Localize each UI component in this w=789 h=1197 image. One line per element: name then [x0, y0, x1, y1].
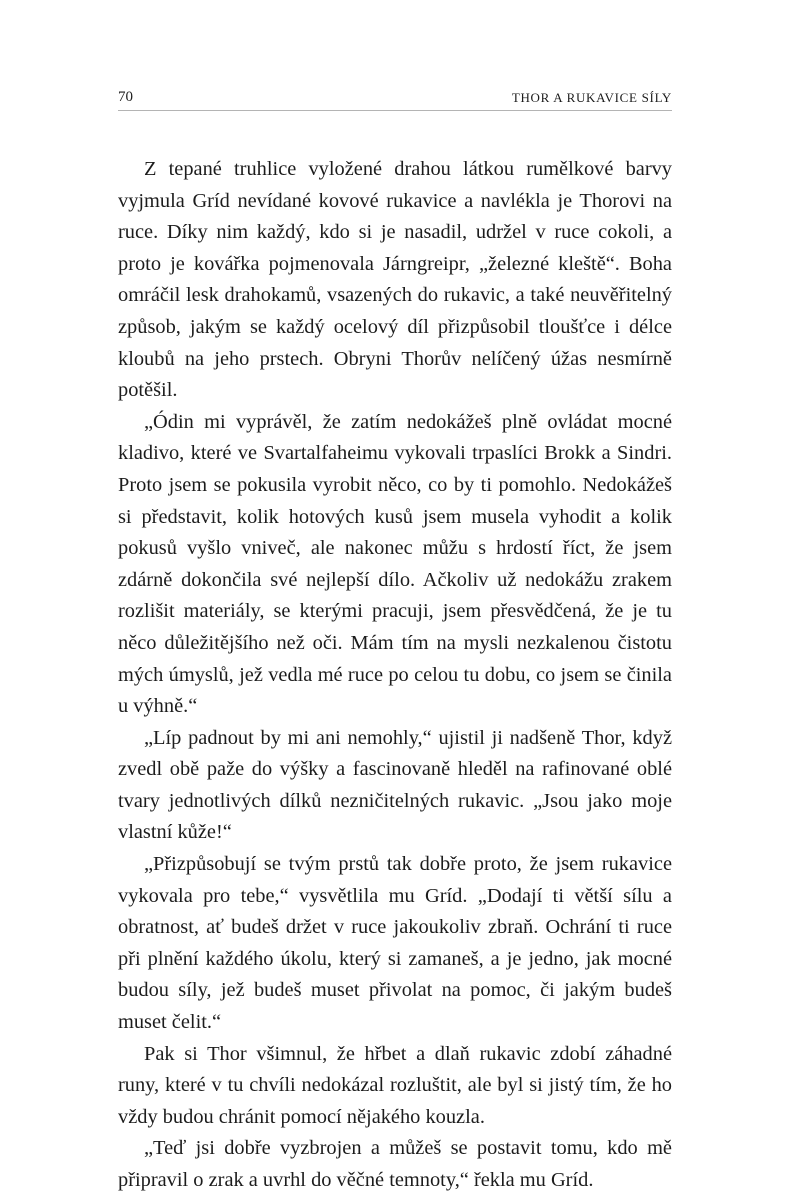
- paragraph: „Teď jsi dobře vyzbrojen a můžeš se postavit tomu, kdo mě připravil o zrak a uvrhl do věčné temnoty,“ řekla mu Gríd.: [118, 1137, 672, 1191]
- running-title: THOR A RUKAVICE SÍLY: [511, 90, 672, 105]
- page-header: [118, 88, 672, 111]
- page-number: 70: [118, 89, 133, 105]
- body-text: [118, 154, 672, 1197]
- paragraph: „Přizpůsobují se tvým prstů tak dobře proto, že jsem rukavice vykovala pro tebe,“ vysvětlila mu Gríd. „Dodají ti větší sílu a obratnost, ať budeš držet v ruce jakoukoliv zbraň. Ochrání ti ruce při plnění každého úkolu, který si zamaneš, a je jedno, jak mocné budou síly, jež budeš muset přivolat na pomoc, či jakým budeš muset čelit.“: [118, 853, 672, 1034]
- paragraph: „Líp padnout by mi ani nemohly,“ ujistil ji nadšeně Thor, když zvedl obě paže do výšky a fascinovaně hleděl na rafinované oblé tvary jednotlivých dílků nezničitelných rukavic. „Jsou jako moje vlastní kůže!“: [118, 726, 672, 844]
- paragraph: Pak si Thor všimnul, že hřbet a dlaň rukavic zdobí záhadné runy, které v tu chvíli nedokázal rozluštit, ale byl si jistý tím, že ho vždy budou chránit pomocí nějakého kouzla.: [118, 1042, 672, 1128]
- paragraph: Z tepané truhlice vyložené drahou látkou rumělkové barvy vyjmula Gríd nevídané kovové rukavice a navlékla je Thorovi na ruce. Díky nim každý, kdo si je nasadil, udržel v ruce cokoli, a proto je kovářka pojmenovala Járngreipr, „železné kleště“. Boha omráčil lesk drahokamů, vsazených do rukavic, a také neuvěřitelný způsob, jakým se každý ocelový díl přizpůsobil tloušťce i délce kloubů na jeho prstech. Obryni Thorův nelíčený úžas nesmírně potěšil.: [118, 158, 672, 402]
- paragraph: „Ódin mi vyprávěl, že zatím nedokážeš plně ovládat mocné kladivo, které ve Svartalfaheimu vykovali trpaslíci Brokk a Sindri. Proto jsem se pokusila vyrobit něco, co by ti pomohlo. Nedokážeš si představit, kolik hotových kusů jsem musela vyhodit a kolik pokusů vyšlo vniveč, ale nakonec můžu s hrdostí říct, že jsem zdárně dokončila své nejlepší dílo. Ačkoliv už nedokážu zrakem rozlišit materiály, se kterými pracuji, jsem přesvědčená, že je tu něco důležitějšího než oči. Mám tím na mysli nezkalenou čistotu mých úmyslů, jež vedla mé ruce po celou tu dobu, co jsem se činila u výhně.“: [118, 410, 672, 718]
